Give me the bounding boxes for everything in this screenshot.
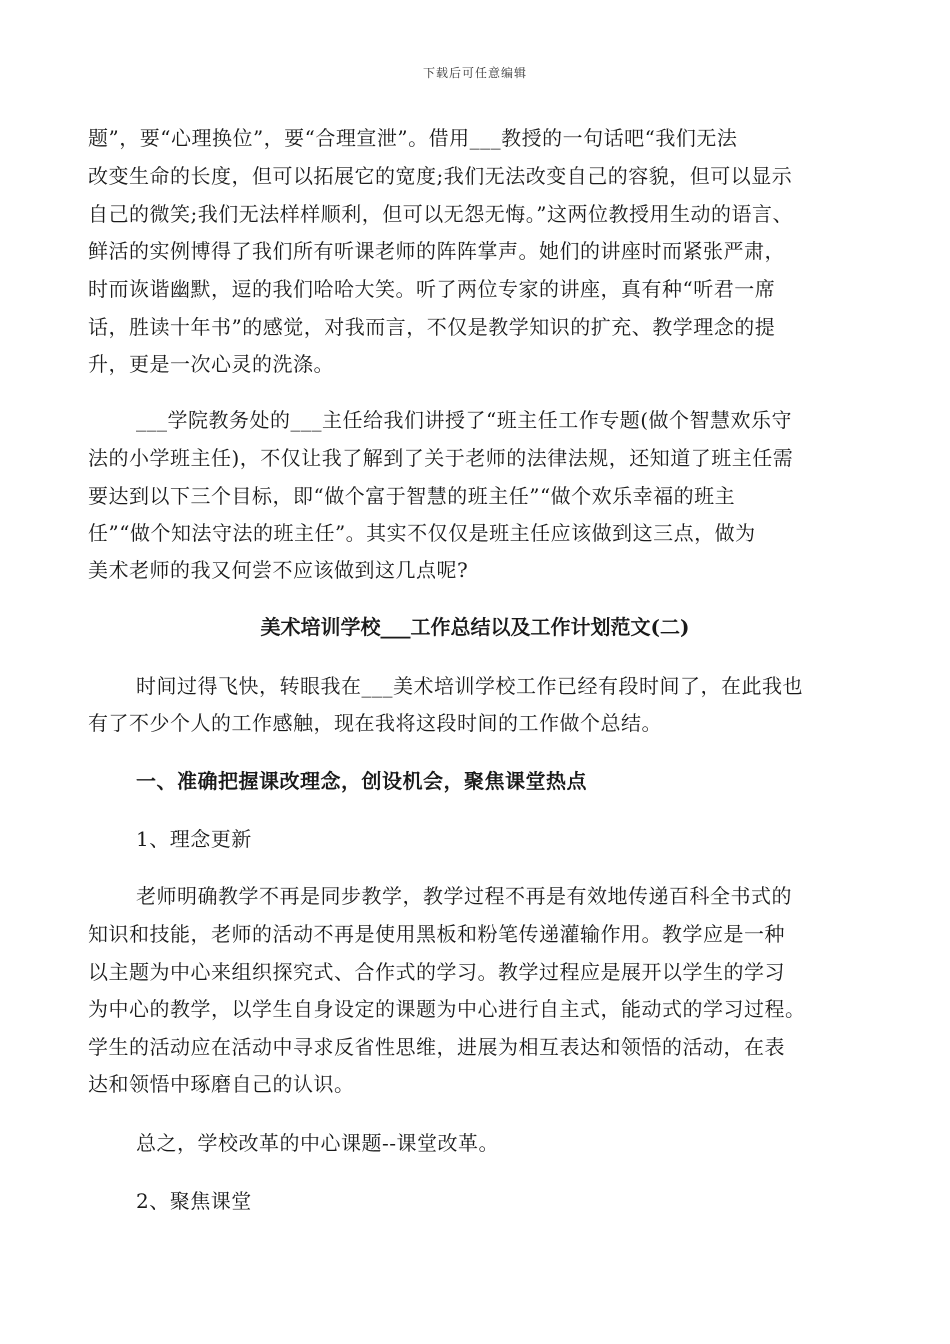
text-line: 鲜活的实例博得了我们所有听课老师的阵阵掌声。她们的讲座时而紧张严肃， — [88, 239, 785, 263]
text-line: 升，更是一次心灵的洗涤。 — [88, 352, 334, 376]
text-line: 老师明确教学不再是同步教学，教学过程不再是有效地传递百科全书式的 — [136, 884, 792, 908]
text-line: 知识和技能，老师的活动不再是使用黑板和粉笔传递灌输作用。教学应是一种 — [88, 922, 785, 946]
text-line: 为中心的教学，以学生自身设定的课题为中心进行自主式，能动式的学习过程。 — [88, 997, 806, 1021]
text-line: 改变生命的长度，但可以拓展它的宽度;我们无法改变自己的容貌，但可以显示 — [88, 164, 793, 188]
subheading: 1、理念更新 — [136, 827, 252, 851]
section-title: 美术培训学校___工作总结以及工作计划范文(二) — [260, 615, 690, 639]
text-line: 自己的微笑;我们无法样样顺利，但可以无怨无悔。”这两位教授用生动的语言、 — [88, 202, 793, 226]
text-line: 时间过得飞快，转眼我在___美术培训学校工作已经有段时间了，在此我也 — [136, 674, 803, 698]
text-line: 时而诙谐幽默，逗的我们哈哈大笑。听了两位专家的讲座，真有种“听君一席 — [88, 277, 776, 301]
text-line: 法的小学班主任)，不仅让我了解到了关于老师的法律法规，还知道了班主任需 — [88, 446, 794, 470]
text-line: 题”，要“心理换位”，要“合理宣泄”。借用___教授的一句话吧“我们无法 — [88, 126, 738, 150]
text-line: 话，胜读十年书”的感觉，对我而言，不仅是教学知识的扩充、教学理念的提 — [88, 315, 776, 339]
header-note: 下载后可任意编辑 — [422, 66, 527, 80]
text-line: 达和领悟中琢磨自己的认识。 — [88, 1072, 355, 1096]
text-line: 学生的活动应在活动中寻求反省性思维，进展为相互表达和领悟的活动，在表 — [88, 1035, 785, 1059]
section-heading: 一、准确把握课改理念，创设机会，聚焦课堂热点 — [136, 769, 587, 793]
subheading: 2、聚焦课堂 — [136, 1189, 252, 1213]
text-line: 以主题为中心来组织探究式、合作式的学习。教学过程应是展开以学生的学习 — [88, 960, 785, 984]
text-line: 总之，学校改革的中心课题--课堂改革。 — [136, 1131, 500, 1155]
text-line: 有了不少个人的工作感触，现在我将这段时间的工作做个总结。 — [88, 711, 662, 735]
text-line: 要达到以下三个目标，即“做个富于智慧的班主任”“做个欢乐幸福的班主 — [88, 484, 736, 508]
text-line: ___学院教务处的___主任给我们讲授了“班主任工作专题(做个智慧欢乐守 — [136, 408, 793, 432]
text-line: 美术老师的我又何尝不应该做到这几点呢? — [88, 558, 469, 582]
text-line: 任”“做个知法守法的班主任”。其实不仅仅是班主任应该做到这三点，做为 — [88, 521, 756, 545]
